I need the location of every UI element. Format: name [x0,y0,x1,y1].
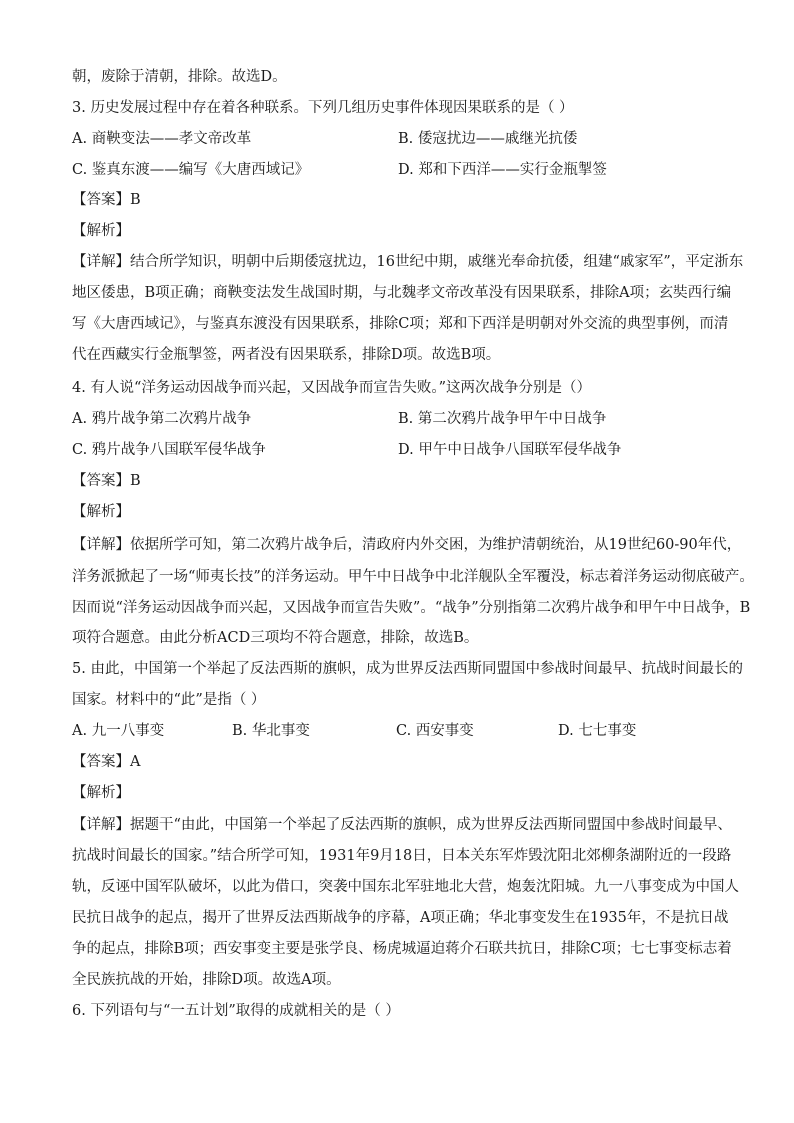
option-c: C. 西安事变 [396,723,474,739]
explanation-line: 写《大唐西域记》，与鉴真东渡没有因果联系，排除C项；郑和下西洋是明朝对外交流的典型事例，而清 [72,316,729,332]
option-c: C. 鉴真东渡——编写《大唐西域记》 [72,162,310,178]
explanation-line: 项符合题意。由此分析ACD三项均不符合题意，排除，故选B。 [72,630,479,646]
option-b: B. 华北事变 [232,723,310,739]
answer-label: 【答案】B [72,192,141,208]
explanation-line: 争的起点，排除B项；西安事变主要是张学良、杨虎城逼迫蒋介石联共抗日，排除C项；七七事变标志着 [72,941,732,957]
explanation-line: 【详解】依据所学可知，第二次鸦片战争后，清政府内外交困，为维护清朝统治，从19世纪60-90年代， [72,537,742,553]
question-5-cont: 国家。材料中的“此”是指（ ） [72,692,266,708]
text-line: 朝，废除于清朝，排除。故选D。 [72,69,287,85]
explanation-line: 轨，反诬中国军队破坏，以此为借口，突袭中国东北军驻地北大营，炮轰沈阳城。九一八事变成为中国人 [72,879,739,895]
option-d: D. 郑和下西洋——实行金瓶掣签 [398,162,607,178]
option-a: A. 鸦片战争第二次鸦片战争 [72,411,252,427]
option-a: A. 商鞅变法——孝文帝改革 [72,131,252,147]
question-6: 6. 下列语句与“一五计划”取得的成就相关的是（ ） [72,1003,400,1019]
explanation-line: 民抗日战争的起点，揭开了世界反法西斯战争的序幕，A项正确；华北事变发生在1935年，不是抗日战 [72,910,729,926]
option-b: B. 第二次鸦片战争甲午中日战争 [398,411,607,427]
explanation-line: 全民族抗战的开始，排除D项。故选A项。 [72,972,341,988]
explanation-line: 抗战时间最长的国家。”结合所学可知，1931年9月18日，日本关东军炸毁沈阳北郊柳条湖附近的一段路 [72,848,732,864]
analysis-label: 【解析】 [72,504,130,520]
question-3: 3. 历史发展过程中存在着各种联系。下列几组历史事件体现因果联系的是（ ） [72,100,574,116]
option-c: C. 鸦片战争八国联军侵华战争 [72,442,266,458]
explanation-line: 地区倭患，B项正确；商鞅变法发生战国时期，与北魏孝文帝改革没有因果联系，排除A项；玄奘西行编 [72,285,732,301]
analysis-label: 【解析】 [72,785,130,801]
explanation-line: 【详解】据题干“由此，中国第一个举起了反法西斯的旗帜，成为世界反法西斯同盟国中参战时间最早、 [72,817,732,833]
question-4: 4. 有人说“洋务运动因战争而兴起，又因战争而宣告失败。”这两次战争分别是（） [72,380,592,396]
option-a: A. 九一八事变 [72,723,165,739]
option-d: D. 七七事变 [558,723,637,739]
answer-label: 【答案】A [72,754,141,770]
explanation-line: 洋务派掀起了一场“师夷长技”的洋务运动。甲午中日战争中北洋舰队全军覆没，标志着洋务运动彻底破产。 [72,569,754,585]
explanation-line: 因而说“洋务运动因战争而兴起，又因战争而宣告失败”。“战争”分别指第二次鸦片战争和甲午中日战争，B [72,600,751,616]
options-row [72,721,722,741]
analysis-label: 【解析】 [72,223,130,239]
explanation-line: 【详解】结合所学知识，明朝中后期倭寇扰边，16世纪中期，戚继光奉命抗倭，组建“戚家军”，平定浙东 [72,254,744,270]
option-b: B. 倭寇扰边——戚继光抗倭 [398,131,578,147]
explanation-line: 代在西藏实行金瓶掣签，两者没有因果联系，排除D项。故选B项。 [72,347,501,363]
option-d: D. 甲午中日战争八国联军侵华战争 [398,442,622,458]
answer-label: 【答案】B [72,473,141,489]
question-5: 5. 由此，中国第一个举起了反法西斯的旗帜，成为世界反法西斯同盟国中参战时间最早、抗战时间最长的 [72,661,743,677]
